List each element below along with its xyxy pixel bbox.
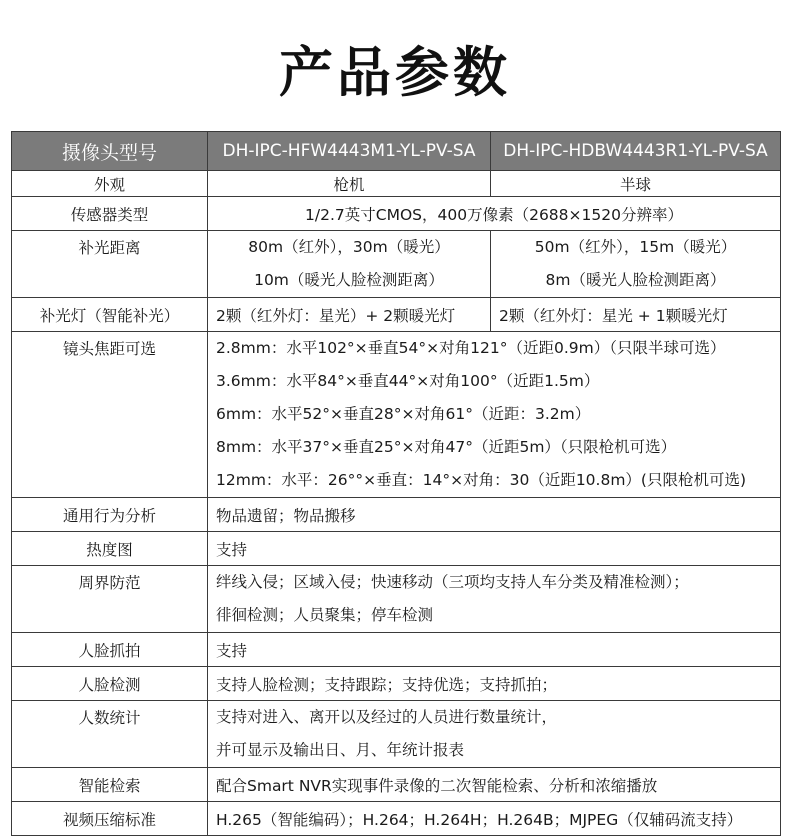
row-label-heatmap: 热度图 [12, 532, 208, 566]
spec-table [11, 131, 781, 836]
light-a: 2颗（红外灯：星光）+ 2颗暖光灯 [208, 298, 491, 332]
people-count-value [208, 701, 781, 768]
row-label-perimeter: 周界防范 [12, 566, 208, 633]
appearance-a: 枪机 [208, 171, 491, 197]
header-model-a: DH-IPC-HFW4443M1-YL-PV-SA [208, 132, 491, 171]
distance-b-line2: 8m（暖光人脸检测距离） [545, 271, 726, 289]
table-row [12, 802, 781, 836]
table-row [12, 633, 781, 667]
distance-a [208, 231, 491, 298]
row-label-distance: 补光距离 [12, 231, 208, 298]
face-detect-value: 支持人脸检测；支持跟踪；支持优选；支持抓拍； [208, 667, 781, 701]
distance-a-line2: 10m（暖光人脸检测距离） [254, 271, 444, 289]
row-label-face-detect: 人脸检测 [12, 667, 208, 701]
face-capture-value: 支持 [208, 633, 781, 667]
table-row [12, 298, 781, 332]
table-row [12, 667, 781, 701]
table-row [12, 701, 781, 768]
row-label-behavior: 通用行为分析 [12, 498, 208, 532]
lens-line: 6mm：水平52°×垂直28°×对角61°（近距：3.2m） [216, 405, 591, 423]
table-row [12, 197, 781, 231]
row-label-appearance: 外观 [12, 171, 208, 197]
table-row [12, 768, 781, 802]
lens-line: 12mm：水平：26°°×垂直：14°×对角：30（近距10.8m）(只限枪机可选) [216, 471, 747, 489]
people-count-line1: 支持对进入、离开以及经过的人员进行数量统计， [216, 708, 558, 726]
header-label: 摄像头型号 [12, 132, 208, 171]
table-row [12, 171, 781, 197]
table-header-row [12, 132, 781, 171]
lens-line: 8mm：水平37°×垂直25°×对角47°（近距5m）（只限枪机可选） [216, 438, 677, 456]
perimeter-line1: 绊线入侵；区域入侵；快速移动（三项均支持人车分类及精准检测）； [216, 573, 689, 591]
table-row [12, 231, 781, 298]
distance-b [491, 231, 781, 298]
compression-value: H.265（智能编码）；H.264；H.264H；H.264B；MJPEG（仅辅码流支持） [208, 802, 781, 836]
distance-a-line1: 80m（红外），30m（暖光） [248, 238, 450, 256]
heatmap-value: 支持 [208, 532, 781, 566]
sensor-value: 1/2.7英寸CMOS，400万像素（2688×1520分辨率） [208, 197, 781, 231]
appearance-b: 半球 [491, 171, 781, 197]
light-b: 2颗（红外灯：星光 + 1颗暖光灯 [491, 298, 781, 332]
smart-search-value: 配合Smart NVR实现事件录像的二次智能检索、分析和浓缩播放 [208, 768, 781, 802]
header-model-b: DH-IPC-HDBW4443R1-YL-PV-SA [491, 132, 781, 171]
behavior-value: 物品遗留；物品搬移 [208, 498, 781, 532]
row-label-light: 补光灯（智能补光） [12, 298, 208, 332]
perimeter-value [208, 566, 781, 633]
perimeter-line2: 徘徊检测；人员聚集；停车检测 [216, 606, 434, 624]
row-label-sensor: 传感器类型 [12, 197, 208, 231]
page-title: 产品参数 [279, 41, 511, 104]
people-count-line2: 并可显示及输出日、月、年统计报表 [216, 741, 465, 759]
distance-b-line1: 50m（红外），15m（暖光） [534, 238, 737, 256]
row-label-people-count: 人数统计 [12, 701, 208, 768]
table-row [12, 566, 781, 633]
table-row [12, 498, 781, 532]
table-row [12, 332, 781, 498]
table-row [12, 532, 781, 566]
row-label-face-capture: 人脸抓拍 [12, 633, 208, 667]
row-label-compression: 视频压缩标准 [12, 802, 208, 836]
lens-value [208, 332, 781, 498]
row-label-lens: 镜头焦距可选 [12, 332, 208, 498]
lens-line: 3.6mm：水平84°×垂直44°×对角100°（近距1.5m） [216, 372, 600, 390]
row-label-smart-search: 智能检索 [12, 768, 208, 802]
lens-line: 2.8mm：水平102°×垂直54°×对角121°（近距0.9m）（只限半球可选） [216, 339, 726, 357]
